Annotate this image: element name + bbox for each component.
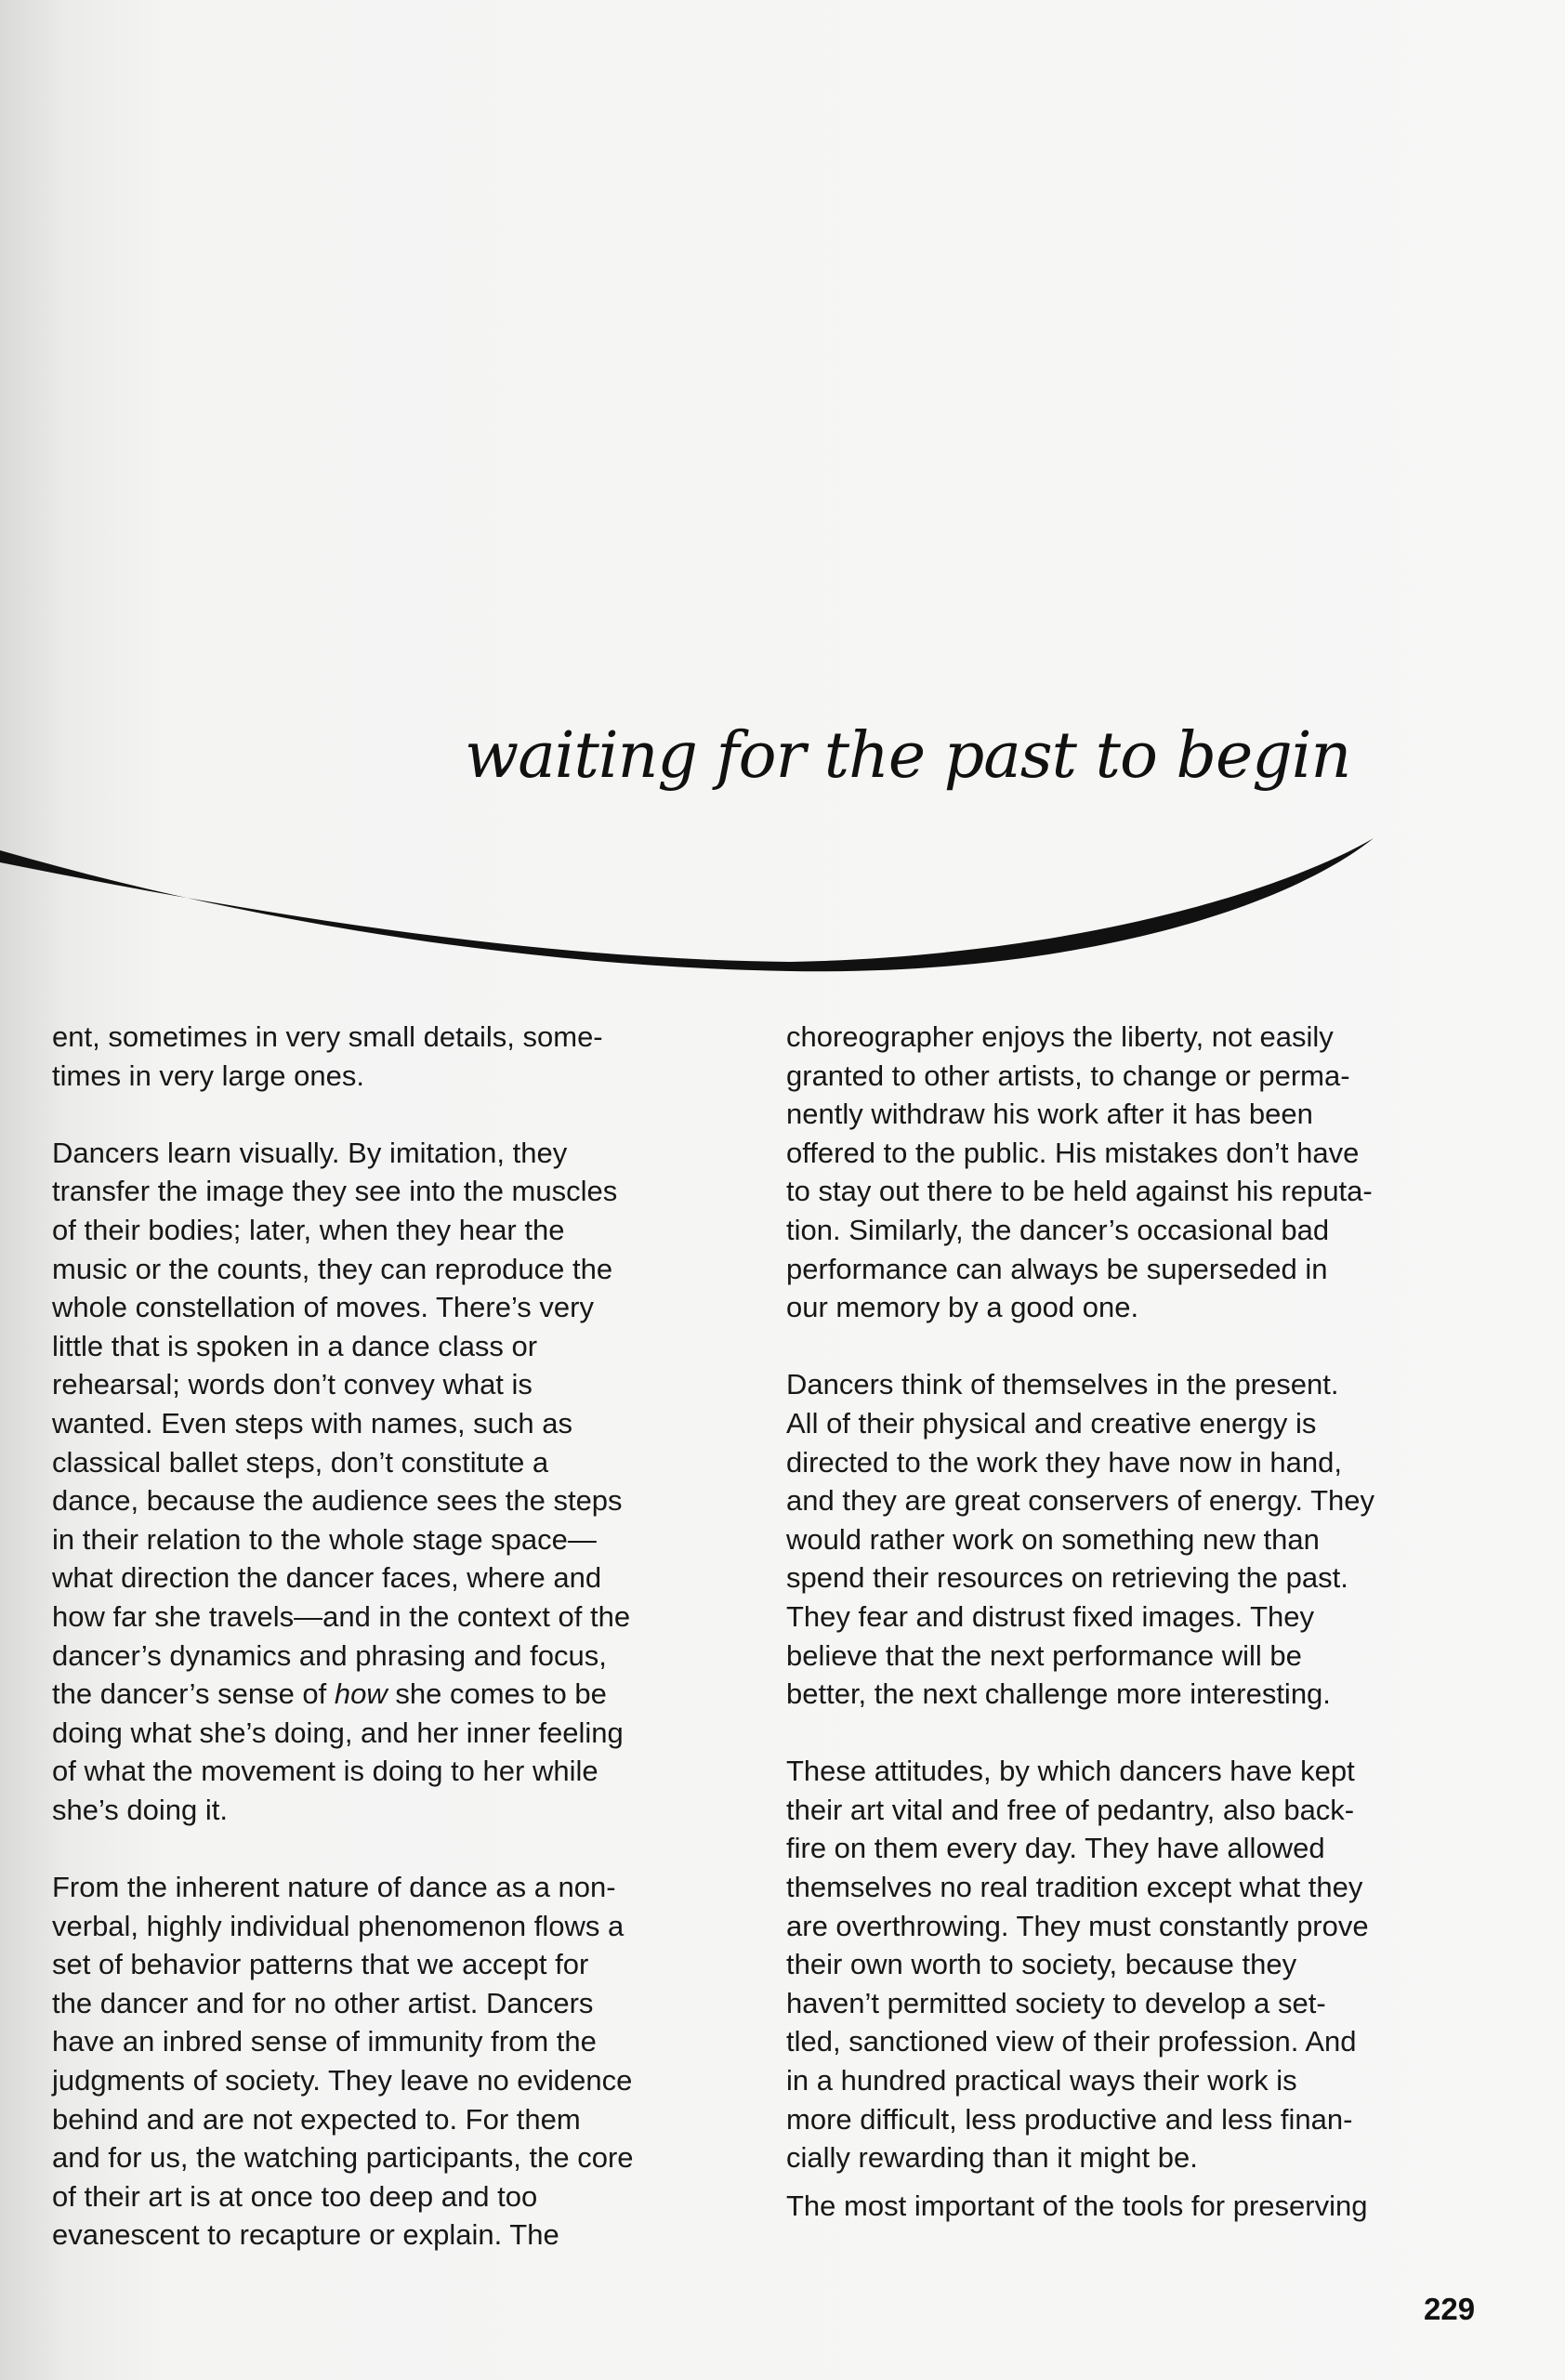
text-line: of what the movement is doing to her while (52, 1755, 598, 1788)
text-line: are overthrowing. They must constantly prove (786, 1909, 1369, 1942)
text-line: what direction the dancer faces, where and (52, 1561, 602, 1595)
text-line: granted to other artists, to change or perma- (786, 1059, 1350, 1092)
text-line: how far she travels—and in the context of the (52, 1599, 631, 1633)
text-line: themselves no real tradition except what they (786, 1871, 1363, 1904)
text-line: cially rewarding than it might be. (786, 2141, 1198, 2175)
text-line: little that is spoken in a dance class or (52, 1329, 538, 1362)
text-line: tled, sanctioned view of their profession. And (786, 2025, 1357, 2058)
emphasized-word: how (334, 1677, 388, 1711)
text-line: judgments of society. They leave no evidence (52, 2064, 633, 2097)
page-number: 229 (1424, 2292, 1476, 2326)
text-line: verbal, highly individual phenomenon flows a (52, 1909, 625, 1942)
text-line: These attitudes, by which dancers have kept (786, 1755, 1355, 1788)
text-line: times in very large ones. (52, 1059, 364, 1092)
text-line: wanted. Even steps with names, such as (52, 1406, 573, 1440)
text-line: ent, sometimes in very small details, some- (52, 1020, 603, 1053)
paragraph (786, 1752, 1493, 2177)
text-line: believe that the next performance will be (786, 1638, 1302, 1672)
text-line: choreographer enjoys the liberty, not easily (786, 1020, 1334, 1053)
text-line: tion. Similarly, the dancer’s occasional bad (786, 1213, 1330, 1246)
text-line: offered to the public. His mistakes don’t have (786, 1136, 1360, 1169)
text-line: Dancers learn visually. By imitation, they (52, 1136, 568, 1169)
text-line: From the inherent nature of dance as a non- (52, 1871, 616, 1904)
text-line: performance can always be superseded in (786, 1252, 1328, 1285)
left-text-column (52, 1018, 758, 2294)
text-line: directed to the work they have now in hand, (786, 1445, 1342, 1479)
text-line: and for us, the watching participants, the core (52, 2141, 634, 2175)
text-line: of their bodies; later, when they hear the (52, 1213, 565, 1246)
text-line: she’s doing it. (52, 1793, 228, 1826)
text-line-with-emphasis (52, 1675, 758, 1714)
text-line: whole constellation of moves. There’s very (52, 1291, 594, 1324)
text-line: dancer’s dynamics and phrasing and focus, (52, 1638, 607, 1672)
paragraph (786, 2187, 1493, 2226)
text-line: to stay out there to be held against his reputa- (786, 1175, 1373, 1208)
decorative-swoosh-line (0, 799, 1565, 985)
text-line: music or the counts, they can reproduce the (52, 1252, 613, 1285)
text-segment: she comes to be (387, 1677, 607, 1711)
text-line: transfer the image they see into the muscles (52, 1175, 618, 1208)
text-line: evanescent to recapture or explain. The (52, 2218, 559, 2252)
text-line: their own worth to society, because they (786, 1948, 1297, 1981)
paragraph (52, 1868, 758, 2255)
text-line: dance, because the audience sees the steps (52, 1484, 623, 1518)
text-line: haven’t permitted society to develop a set- (786, 1986, 1326, 2019)
text-line: They fear and distrust fixed images. They (786, 1599, 1315, 1633)
text-line: of their art is at once too deep and too (52, 2179, 538, 2213)
text-line: set of behavior patterns that we accept for (52, 1948, 589, 1981)
text-line: nently withdraw his work after it has been (786, 1098, 1313, 1131)
text-line: their art vital and free of pedantry, also back- (786, 1793, 1355, 1826)
text-line: classical ballet steps, don’t constitute a (52, 1445, 549, 1479)
text-line: would rather work on something new than (786, 1522, 1320, 1556)
text-line: fire on them every day. They have allowed (786, 1832, 1325, 1865)
right-text-column (786, 1018, 1493, 2264)
text-line: The most important of the tools for preserving (786, 2189, 1368, 2222)
text-line: spend their resources on retrieving the past. (786, 1561, 1348, 1595)
chapter-title: waiting for the past to begin (465, 719, 1351, 793)
text-line: Dancers think of themselves in the present. (786, 1368, 1339, 1401)
paragraph (786, 1365, 1493, 1713)
text-line: the dancer and for no other artist. Dancers (52, 1986, 594, 2019)
paragraph (52, 1134, 758, 1830)
paragraph (786, 1018, 1493, 1327)
paragraph (52, 1018, 758, 1095)
text-line: more difficult, less productive and less finan- (786, 2102, 1353, 2136)
text-line: in their relation to the whole stage space— (52, 1522, 597, 1556)
text-line: rehearsal; words don’t convey what is (52, 1368, 533, 1401)
text-line: better, the next challenge more interesting. (786, 1677, 1331, 1711)
text-line: in a hundred practical ways their work is (786, 2064, 1297, 2097)
text-line: doing what she’s doing, and her inner feeling (52, 1716, 624, 1749)
text-line: have an inbred sense of immunity from the (52, 2025, 597, 2058)
text-line: our memory by a good one. (786, 1291, 1139, 1324)
text-line: and they are great conservers of energy. They (786, 1484, 1374, 1518)
text-segment: the dancer’s sense of (52, 1677, 335, 1711)
text-line: All of their physical and creative energy is (786, 1406, 1317, 1440)
text-line: behind and are not expected to. For them (52, 2102, 581, 2136)
